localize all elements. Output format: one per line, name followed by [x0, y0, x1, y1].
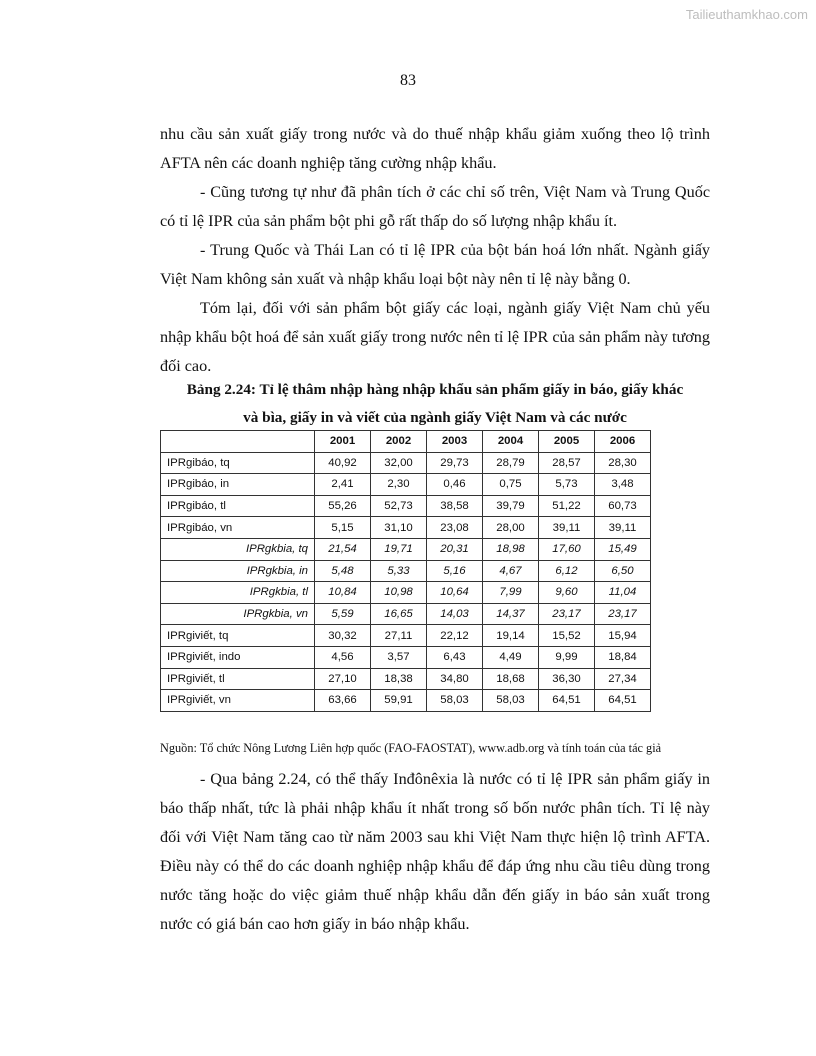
table-cell: 28,79: [483, 452, 539, 474]
table-cell: 5,15: [315, 517, 371, 539]
table-cell: 11,04: [595, 582, 651, 604]
table-cell: 28,30: [595, 452, 651, 474]
table-cell: 27,10: [315, 668, 371, 690]
paragraph: Tóm lại, đối với sản phẩm bột giấy các loại, ngành giấy Việt Nam chủ yếu nhập khẩu bột hoá để sản xuất giấy trong nước nên tỉ lệ IPR của sản phẩm này tương đối cao.: [160, 299, 710, 375]
table-cell: 20,31: [427, 538, 483, 560]
table-cell: 2,41: [315, 474, 371, 496]
table-row: [161, 538, 651, 560]
table-cell: 5,48: [315, 560, 371, 582]
table-cell: 0,46: [427, 474, 483, 496]
table-cell: 39,79: [483, 495, 539, 517]
table-cell: 10,98: [371, 582, 427, 604]
table-cell: 55,26: [315, 495, 371, 517]
table-row: [161, 452, 651, 474]
row-label: IPRgkbia, vn: [161, 603, 315, 625]
table-cell: 18,98: [483, 538, 539, 560]
table-cell: 19,71: [371, 538, 427, 560]
body-text-top: [160, 120, 710, 381]
table-cell: 64,51: [595, 690, 651, 712]
table-cell: 39,11: [595, 517, 651, 539]
table-cell: 5,59: [315, 603, 371, 625]
table-row: [161, 582, 651, 604]
paragraph: - Qua bảng 2.24, có thể thấy Inđônêxia là nước có tỉ lệ IPR sản phẩm giấy in báo thấp nhất, tức là phải nhập khẩu ít nhất trong số bốn nước phân tích. Tỉ lệ này đối với Việt Nam tăng cao từ năm 2003 sau khi Việt Nam thực hiện lộ trình AFTA. Điều này có thể do các doanh nghiệp nhập khẩu để đáp ứng nhu cầu tiêu dùng trong nước tăng hoặc do việc giảm thuế nhập khẩu dẫn đến giấy in báo sản xuất trong nước có giá bán cao hơn giấy in báo nhập khẩu.: [160, 770, 710, 933]
table-cell: 58,03: [427, 690, 483, 712]
row-label: IPRgibáo, vn: [161, 517, 315, 539]
source-note: Nguồn: Tổ chức Nông Lương Liên hợp quốc (FAO-FAOSTAT), www.adb.org và tính toán của tác giả: [160, 741, 662, 755]
table-cell: 39,11: [539, 517, 595, 539]
table-cell: 3,57: [371, 646, 427, 668]
table-cell: 0,75: [483, 474, 539, 496]
table-cell: 18,38: [371, 668, 427, 690]
table-cell: 16,65: [371, 603, 427, 625]
table-cell: 3,48: [595, 474, 651, 496]
table-cell: 15,52: [539, 625, 595, 647]
row-label: IPRgiviết, indo: [161, 646, 315, 668]
table-row: [161, 560, 651, 582]
table-cell: 6,43: [427, 646, 483, 668]
table-cell: 27,11: [371, 625, 427, 647]
table-cell: 60,73: [595, 495, 651, 517]
table-cell: 30,32: [315, 625, 371, 647]
ipr-table: [160, 430, 651, 712]
table-row: [161, 646, 651, 668]
table-cell: 6,12: [539, 560, 595, 582]
paragraph: - Cũng tương tự như đã phân tích ở các chỉ số trên, Việt Nam và Trung Quốc có tỉ lệ IPR của sản phẩm bột phi gỗ rất thấp do số lượng nhập khẩu ít.: [160, 183, 710, 230]
row-label: IPRgibáo, tq: [161, 452, 315, 474]
table-cell: 36,30: [539, 668, 595, 690]
table-title-line-1: Bảng 2.24: Tỉ lệ thâm nhập hàng nhập khẩu sản phẩm giấy in báo, giấy khác: [186, 381, 684, 398]
table-cell: 51,22: [539, 495, 595, 517]
paragraph: - Trung Quốc và Thái Lan có tỉ lệ IPR của bột bán hoá lớn nhất. Ngành giấy Việt Nam không sản xuất và nhập khẩu loại bột này nên tỉ lệ này bằng 0.: [160, 241, 710, 288]
table-cell: 40,92: [315, 452, 371, 474]
table-row: [161, 517, 651, 539]
table-cell: 17,60: [539, 538, 595, 560]
row-label: IPRgibáo, in: [161, 474, 315, 496]
table-cell: 9,60: [539, 582, 595, 604]
table-cell: 6,50: [595, 560, 651, 582]
table-cell: 58,03: [483, 690, 539, 712]
table-cell: 38,58: [427, 495, 483, 517]
table-row: [161, 495, 651, 517]
table-row: [161, 625, 651, 647]
table-row: [161, 603, 651, 625]
table-header-cell: 2004: [483, 431, 539, 453]
table-cell: 23,17: [595, 603, 651, 625]
table-cell: 10,64: [427, 582, 483, 604]
table-cell: 29,73: [427, 452, 483, 474]
table-cell: 27,34: [595, 668, 651, 690]
table-header-cell: [161, 431, 315, 453]
table-cell: 22,12: [427, 625, 483, 647]
table-cell: 31,10: [371, 517, 427, 539]
table-cell: 28,57: [539, 452, 595, 474]
table-cell: 34,80: [427, 668, 483, 690]
table-cell: 5,33: [371, 560, 427, 582]
table-cell: 15,94: [595, 625, 651, 647]
table-cell: 4,49: [483, 646, 539, 668]
watermark: Tailieuthamkhao.com: [685, 7, 808, 22]
table-cell: 23,17: [539, 603, 595, 625]
table-cell: 63,66: [315, 690, 371, 712]
row-label: IPRgkbia, in: [161, 560, 315, 582]
table-header-row: [161, 431, 651, 453]
table-header-cell: 2001: [315, 431, 371, 453]
table-cell: 21,54: [315, 538, 371, 560]
table-header-cell: 2003: [427, 431, 483, 453]
table-cell: 9,99: [539, 646, 595, 668]
table-cell: 59,91: [371, 690, 427, 712]
table-row: [161, 668, 651, 690]
paragraph: nhu cầu sản xuất giấy trong nước và do thuế nhập khẩu giảm xuống theo lộ trình AFTA nên các doanh nghiệp tăng cường nhập khẩu.: [160, 125, 710, 172]
row-label: IPRgibáo, tl: [161, 495, 315, 517]
table-cell: 18,68: [483, 668, 539, 690]
table-row: [161, 474, 651, 496]
table-cell: 19,14: [483, 625, 539, 647]
row-label: IPRgiviết, vn: [161, 690, 315, 712]
table-header-cell: 2006: [595, 431, 651, 453]
row-label: IPRgkbia, tq: [161, 538, 315, 560]
table-header-cell: 2005: [539, 431, 595, 453]
table-cell: 15,49: [595, 538, 651, 560]
table-cell: 4,67: [483, 560, 539, 582]
body-text-bottom: [160, 765, 710, 939]
table-header-cell: 2002: [371, 431, 427, 453]
table-title: [160, 376, 710, 432]
table-cell: 52,73: [371, 495, 427, 517]
table-cell: 23,08: [427, 517, 483, 539]
table-cell: 14,03: [427, 603, 483, 625]
table-cell: 2,30: [371, 474, 427, 496]
table-cell: 28,00: [483, 517, 539, 539]
table-cell: 14,37: [483, 603, 539, 625]
row-label: IPRgiviết, tq: [161, 625, 315, 647]
table-cell: 64,51: [539, 690, 595, 712]
table-cell: 18,84: [595, 646, 651, 668]
table-cell: 7,99: [483, 582, 539, 604]
table-cell: 10,84: [315, 582, 371, 604]
table-cell: 32,00: [371, 452, 427, 474]
table-cell: 5,16: [427, 560, 483, 582]
table-title-line-2: và bìa, giấy in và viết của ngành giấy Việt Nam và các nước: [243, 409, 627, 426]
table-row: [161, 690, 651, 712]
table-cell: 4,56: [315, 646, 371, 668]
table-cell: 5,73: [539, 474, 595, 496]
page-number: 83: [400, 72, 416, 89]
row-label: IPRgkbia, tl: [161, 582, 315, 604]
row-label: IPRgiviết, tl: [161, 668, 315, 690]
